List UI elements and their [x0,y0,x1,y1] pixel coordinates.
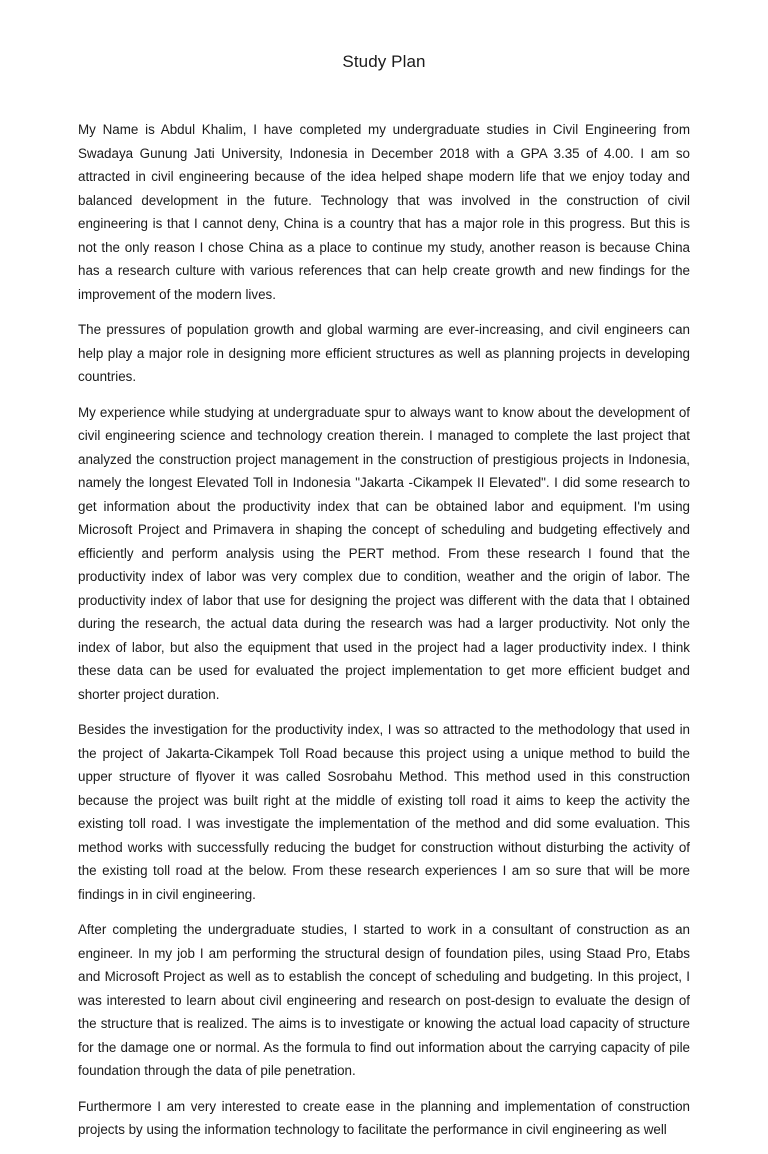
document-body [78,118,690,1154]
paragraph-2: The pressures of population growth and global warming are ever-increasing, and civil engineers can help play a major role in designing more efficient structures as well as planning projects in developing countries. [78,322,690,384]
paragraph-5: After completing the undergraduate studies, I started to work in a consultant of construction as an engineer. In my job I am performing the structural design of foundation piles, using Staad Pro, Etabs and Microsoft Project as well as to establish the concept of scheduling and budgeting. In this project, I was interested to learn about civil engineering and research on post-design to evaluate the design of the structure that is realized. The aims is to investigate or knowing the actual load capacity of structure for the damage one or normal. As the formula to find out information about the carrying capacity of pile foundation through the data of pile penetration. [78,922,690,1078]
paragraph-1: My Name is Abdul Khalim, I have completed my undergraduate studies in Civil Engineering from Swadaya Gunung Jati University, Indonesia in December 2018 with a GPA 3.35 of 4.00. I am so attracted in civil engineering because of the idea helped shape modern life that we enjoy today and balanced development in the future. Technology that was involved in the construction of civil engineering is that I cannot deny, China is a country that has a major role in this progress. But this is not the only reason I chose China as a place to continue my study, another reason is because China has a research culture with various references that can help create growth and new findings for the improvement of the modern lives. [78,122,690,302]
paragraph-4: Besides the investigation for the productivity index, I was so attracted to the methodology that used in the project of Jakarta-Cikampek Toll Road because this project using a unique method to build the upper structure of flyover it was called Sosrobahu Method. This method used in this construction because the project was built right at the middle of existing toll road it aims to keep the activity the existing toll road. I was investigate the implementation of the method and did some evaluation. This method works with successfully reducing the budget for construction without disturbing the activity of the existing toll road at the below. From these research experiences I am so sure that will be more findings in in civil engineering. [78,722,690,902]
paragraph-6: Furthermore I am very interested to create ease in the planning and implementation of construction projects by using the information technology to facilitate the performance in civil engineering as well [78,1098,690,1137]
document-title: Study Plan [342,52,426,71]
paragraph-3: My experience while studying at undergraduate spur to always want to know about the development of civil engineering science and technology creation therein. I managed to complete the last project that analyzed the construction project management in the construction of prestigious projects in Indonesia, namely the longest Elevated Toll in Indonesia "Jakarta -Cikampek II Elevated". I did some research to get information about the productivity index that can be obtained labor and equipment. I'm using Microsoft Project and Primavera in shaping the concept of scheduling and budgeting effectively and efficiently and perform analysis using the PERT method. From these research I found that the productivity index of labor was very complex due to condition, weather and the origin of labor. The productivity index of labor that use for designing the project was different with the data that I obtained during the research, the actual data during the research was had a larger productivity. Not only the index of labor, but also the equipment that used in the project had a lager productivity index. I think these data can be used for evaluated the project implementation to get more efficient budget and shorter project duration. [78,404,690,702]
